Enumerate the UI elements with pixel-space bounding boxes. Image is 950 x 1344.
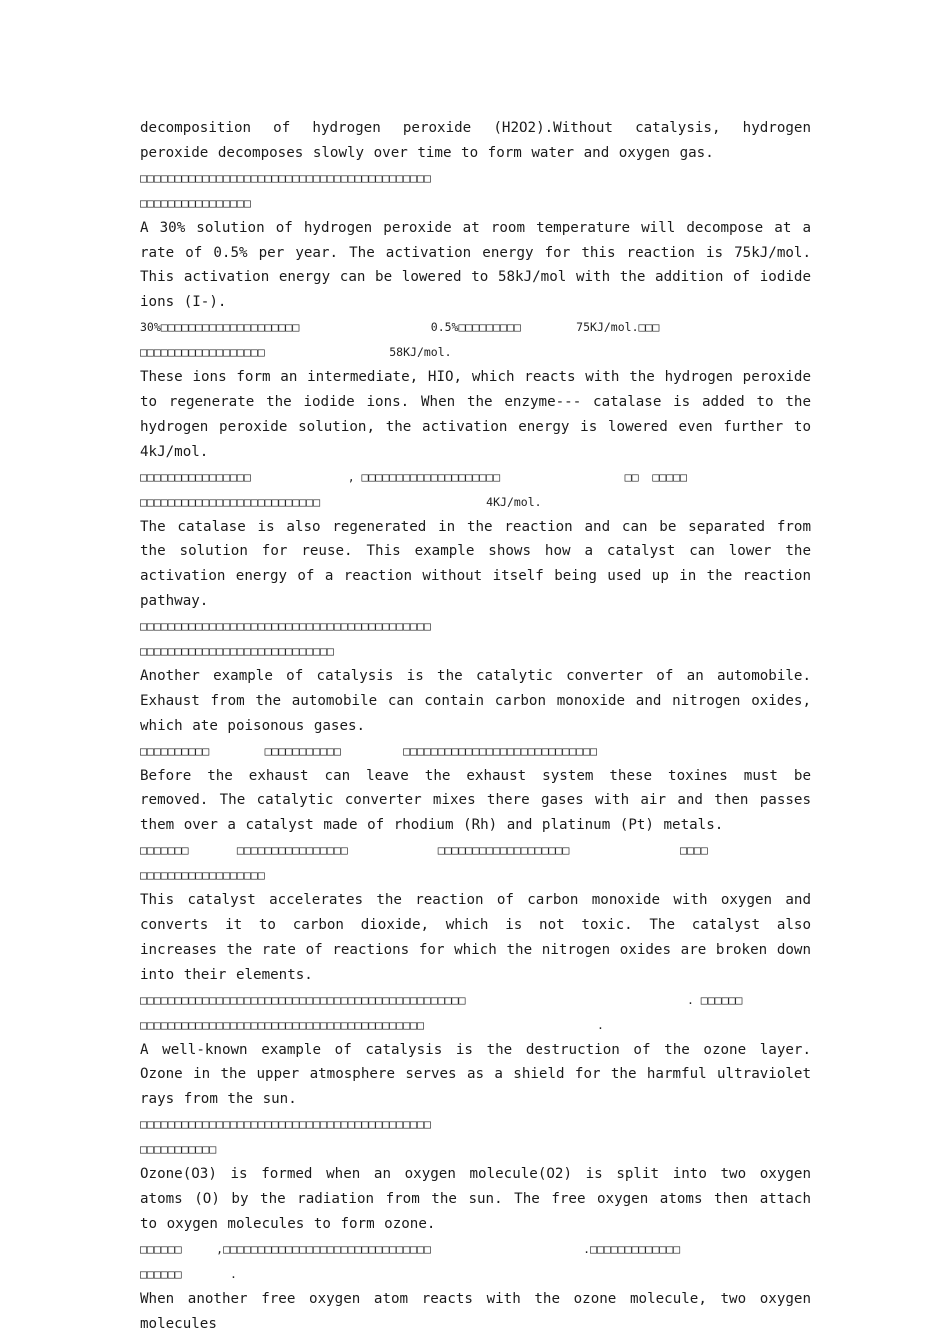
translation-line: □□□□□□□□□□□□□□□□□□□□□□□□□□□□□□□□□□□□□□□□□□ [140,170,431,185]
translation-line: □□□□□□ ,□□□□□□□□□□□□□□□□□□□□□□□□□□□□□□ .□□□□□□□□□□□□□ [140,1241,681,1256]
translation-line: □□□□□□□□□□□□□□□□□□□□□□□□□□□□□□□□□□□□□□□□□□ [140,619,431,634]
paragraph-en: Ozone(O3) is formed when an oxygen molecule(O2) is split into two oxygen atoms (O) by the radiation from the sun. The free oxygen atoms then attach to oxygen molecules to form ozone. [140,1166,811,1232]
paragraph-en: The catalase is also regenerated in the reaction and can be separated from the solution for reuse. This example shows how a catalyst can lower the activation energy of a reaction without itself being used up in the reaction pathway. [140,518,811,610]
translation-line: □□□□□□ . [140,1266,237,1281]
translation-line: □□□□□□□□□□□□□□□□□□□□□□□□□□□□□□□□□□□□□□□□□□ [140,1117,431,1132]
paragraph-en: These ions form an intermediate, HIO, which reacts with the hydrogen peroxide to regenerate the iodide ions. When the enzyme--- catalase is added to the hydrogen peroxide solution, the activation energy is lowered even further to 4kJ/mol. [140,369,811,460]
translation-line: □□□□□□□□□□□□□□□□□□□□□□□□□□□□ [140,644,334,659]
translation-line: □□□□□□□ □□□□□□□□□□□□□□□□ □□□□□□□□□□□□□□□□□□□ □□□□ [140,843,708,858]
translation-line: □□□□□□□□□□□ [140,1142,217,1157]
paragraph-en: decomposition of hydrogen peroxide (H2O2).Without catalysis, hydrogen peroxide decomposes slowly over time to form water and oxygen gas. [140,120,811,161]
paragraph-en: Before the exhaust can leave the exhaust system these toxines must be removed. The catalytic converter mixes there gases with air and then passes them over a catalyst made of rhodium (Rh) and platinum (Pt) metals. [140,767,811,834]
translation-line: 30%□□□□□□□□□□□□□□□□□□□□ 0.5%□□□□□□□□□ 75KJ/mol.□□□ [140,320,660,335]
paragraph-en: When another free oxygen atom reacts with the ozone molecule, two oxygen molecules [140,1290,811,1332]
translation-line: □□□□□□□□□□□□□□□□□□ [140,868,265,883]
paragraph-en: Another example of catalysis is the catalytic converter of an automobile. Exhaust from the automobile can contain carbon monoxide and nitrogen oxides, which ate poisonous gases. [140,667,811,734]
document-page [140,116,811,1336]
translation-line: □□□□□□□□□□□□□□□□ [140,195,251,210]
translation-line: □□□□□□□□□□□□□□□□□□□□□□□□□□□□□□□□□□□□□□□□□□□□□□□ . □□□□□□ [140,992,743,1007]
translation-line: □□□□□□□□□□□□□□□□ , □□□□□□□□□□□□□□□□□□□□ □□ □□□□□ [140,469,687,484]
paragraph-en: A well-known example of catalysis is the destruction of the ozone layer. Ozone in the upper atmosphere serves as a shield for the harmful ultraviolet rays from the sun. [140,1041,811,1108]
translation-line: □□□□□□□□□□□□□□□□□□ 58KJ/mol. [140,345,452,360]
paragraph-en: This catalyst accelerates the reaction of carbon monoxide with oxygen and converts it to carbon dioxide, which is not toxic. The catalyst also increases the rate of reactions for which the nitrogen oxides are broken down into their elements. [140,892,811,983]
paragraph-en: A 30% solution of hydrogen peroxide at room temperature will decompose at a rate of 0.5% per year. The activation energy for this reaction is 75kJ/mol. This activation energy can be lowered to 58kJ/mol with the addition of iodide ions (I-). [140,219,811,311]
translation-line: □□□□□□□□□□□□□□□□□□□□□□□□□□□□□□□□□□□□□□□□□ . [140,1017,604,1032]
translation-line: □□□□□□□□□□□□□□□□□□□□□□□□□□ 4KJ/mol. [140,494,542,509]
translation-line: □□□□□□□□□□ □□□□□□□□□□□ □□□□□□□□□□□□□□□□□□□□□□□□□□□□ [140,743,597,758]
